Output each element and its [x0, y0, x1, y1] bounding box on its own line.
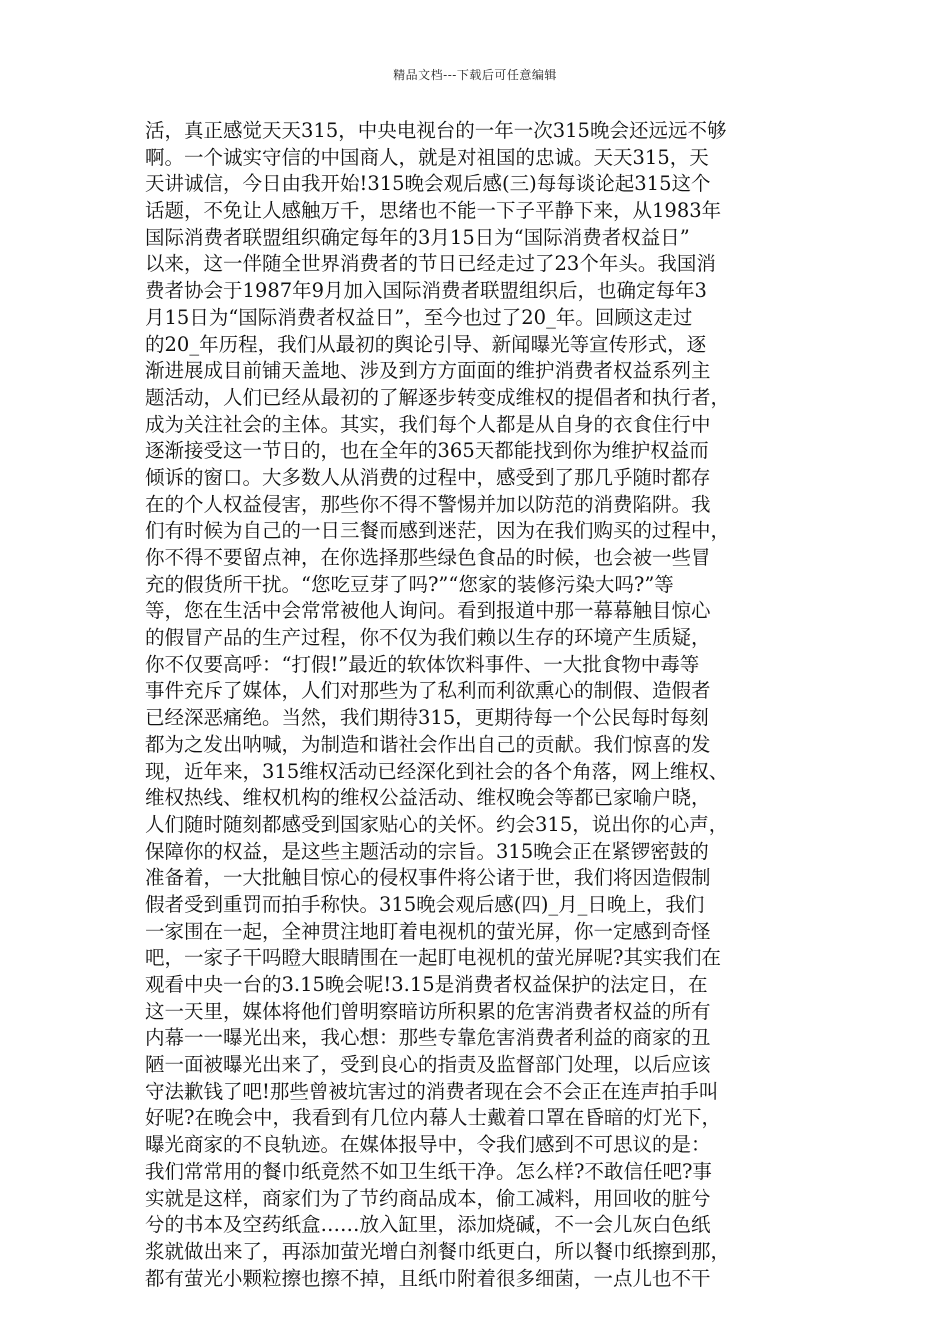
- text-line: 保障你的权益，是这些主题活动的宗旨。315晚会正在紧锣密鼓的: [145, 839, 709, 863]
- text-line: 已经深恶痛绝。当然，我们期待315，更期待每一个公民每时每刻: [145, 706, 709, 730]
- text-line: 浆就做出来了，再添加萤光增白剂餐巾纸更白，所以餐巾纸擦到那，: [145, 1239, 731, 1263]
- text-line: 们有时候为自己的一日三餐而感到迷茫，因为在我们购买的过程中，: [145, 519, 731, 543]
- text-line: 这一天里，媒体将他们曾明察暗访所积累的危害消费者权益的所有: [145, 999, 711, 1023]
- text-line: 我们常常用的餐巾纸竟然不如卫生纸干净。怎么样?不敢信任吧?事: [145, 1159, 712, 1183]
- text-line: 人们随时随刻都感受到国家贴心的关怀。约会315，说出你的心声，: [145, 812, 729, 836]
- text-line: 话题，不免让人感触万千，思绪也不能一下子平静下来，从1983年: [145, 199, 722, 223]
- text-line: 一家围在一起，全神贯注地盯着电视机的萤光屏，你一定感到奇怪: [145, 919, 711, 943]
- text-line: 在的个人权益侵害，那些你不得不警惕并加以防范的消费陷阱。我: [145, 492, 711, 516]
- text-line: 费者协会于1987年9月加入国际消费者联盟组织后，也确定每年3: [145, 279, 707, 303]
- text-line: 等，您在生活中会常常被他人询问。看到报道中那一幕幕触目惊心: [145, 599, 711, 623]
- text-line: 都为之发出呐喊，为制造和谐社会作出自己的贡献。我们惊喜的发: [145, 732, 711, 756]
- text-line: 吧，一家子干吗瞪大眼睛围在一起盯电视机的萤光屏呢?其实我们在: [145, 946, 721, 970]
- text-line: 国际消费者联盟组织确定每年的3月15日为“国际消费者权益日”: [145, 225, 690, 249]
- text-line: 成为关注社会的主体。其实，我们每个人都是从自身的衣食住行中: [145, 412, 711, 436]
- text-line: 你不得不要留点神，在你选择那些绿色食品的时候，也会被一些冒: [145, 546, 711, 569]
- text-line: 准备着，一大批触目惊心的侵权事件将公诸于世，我们将因造假制: [145, 866, 711, 890]
- text-line: 观看中央一台的3.15晚会呢!3.15是消费者权益保护的法定日，在: [145, 973, 708, 996]
- text-line: 渐进展成目前铺天盖地、涉及到方方面面的维护消费者权益系列主: [145, 359, 711, 383]
- text-line: 天讲诚信，今日由我开始!315晚会观后感(三)每每谈论起315这个: [145, 172, 711, 196]
- text-line: 内幕一一曝光出来，我心想：那些专靠危害消费者利益的商家的丑: [145, 1026, 711, 1050]
- text-line: 兮的书本及空药纸盒……放入缸里，添加烧碱，不一会儿灰白色纸: [145, 1213, 711, 1237]
- text-line: 你不仅要高呼：“打假!”最近的软体饮料事件、一大批食物中毒等: [145, 652, 700, 676]
- text-line: 实就是这样，商家们为了节约商品成本，偷工减料，用回收的脏兮: [145, 1186, 711, 1210]
- text-line: 的20_年历程，我们从最初的舆论引导、新闻曝光等宣传形式，逐: [145, 332, 707, 356]
- text-line: 充的假货所干扰。“您吃豆芽了吗?”“您家的装修污染大吗?”等: [145, 572, 674, 596]
- page-header: 精品文档---下载后可任意编辑: [393, 68, 557, 82]
- text-line: 假者受到重罚而拍手称快。315晚会观后感(四)_月_日晚上，我们: [145, 892, 705, 916]
- text-line: 陋一面被曝光出来了，受到良心的指责及监督部门处理，以后应该: [145, 1053, 711, 1077]
- body-text: [145, 118, 810, 1292]
- text-line: 逐渐接受这一节日的，也在全年的365天都能找到你为维护权益而: [145, 439, 709, 463]
- text-line: 倾诉的窗口。大多数人从消费的过程中，感受到了那几乎随时都存: [145, 465, 711, 489]
- text-line: 曝光商家的不良轨迹。在媒体报导中，令我们感到不可思议的是：: [145, 1133, 711, 1157]
- text-line: 事件充斥了媒体，人们对那些为了私利而利欲熏心的制假、造假者: [145, 679, 711, 703]
- text-line: 的假冒产品的生产过程，你不仅为我们赖以生存的环境产生质疑，: [145, 626, 711, 650]
- text-line: 都有萤光小颗粒擦也擦不掉，且纸巾附着很多细菌，一点儿也不干: [145, 1266, 711, 1290]
- text-line: 守法歉钱了吧!那些曾被坑害过的消费者现在会不会正在连声拍手叫: [145, 1079, 719, 1103]
- text-line: 好呢?在晚会中，我看到有几位内幕人士戴着口罩在昏暗的灯光下，: [145, 1106, 721, 1130]
- text-line: 月15日为“国际消费者权益日”，至今也过了20_年。回顾这走过: [145, 305, 693, 329]
- text-line: 现，近年来，315维权活动已经深化到社会的各个角落，网上维权、: [145, 759, 729, 783]
- text-line: 维权热线、维权机构的维权公益活动、维权晚会等都已家喻户晓，: [145, 786, 711, 810]
- text-line: 啊。一个诚实守信的中国商人，就是对祖国的忠诚。天天315，天: [145, 145, 709, 169]
- text-line: 题活动，人们已经从最初的了解逐步转变成维权的提倡者和执行者，: [145, 385, 731, 409]
- text-line: 活，真正感觉天天315，中央电视台的一年一次315晚会还远远不够: [145, 119, 727, 142]
- text-line: 以来，这一伴随全世界消费者的节日已经走过了23个年头。我国消: [145, 252, 716, 276]
